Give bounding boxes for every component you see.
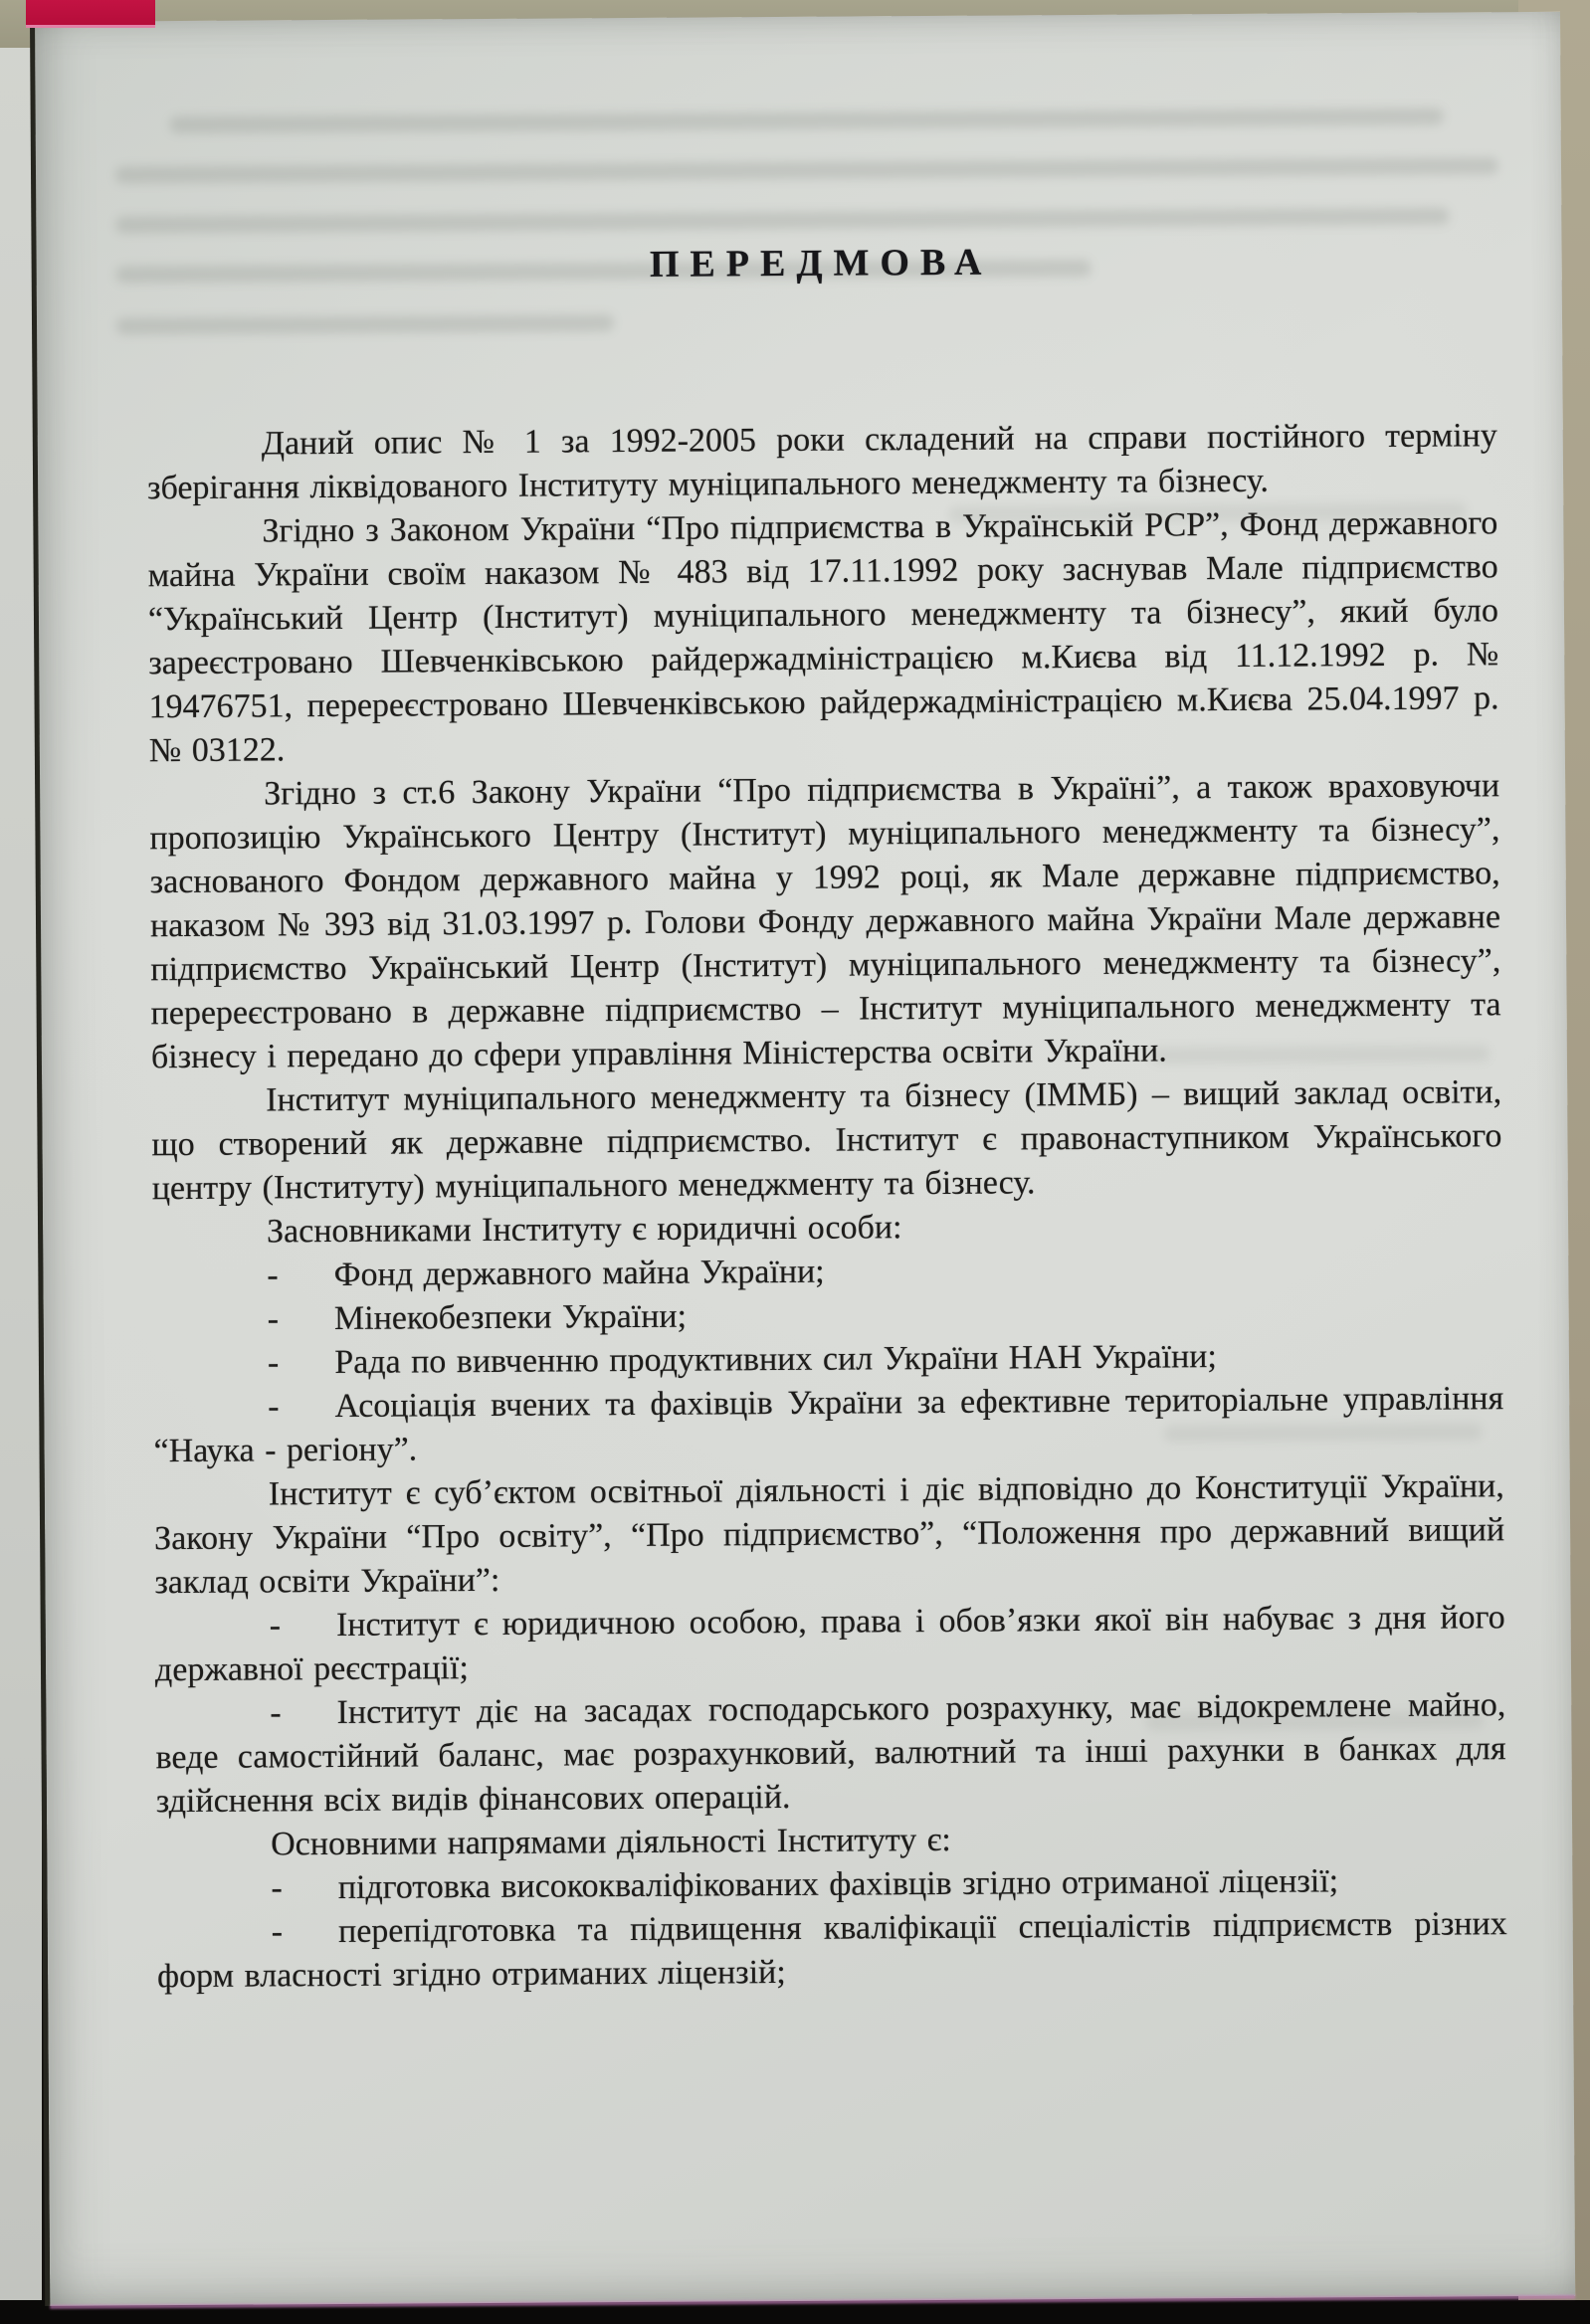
list-item-legal bbox=[155, 1596, 1506, 1692]
red-bookmark-tab bbox=[26, 0, 155, 28]
paragraph-description: Даний опис № 1 за 1992-2005 роки складений на справи постійного терміну зберігання ліквідованого Інституту муніципального менеджменту та бізнесу. bbox=[146, 417, 1497, 507]
paragraph-legal-basis: Інститут є суб’єктом освітньої діяльності і діє відповідно до Конституції України, Закону України “Про освіту”, “Про підприємство”, “Положення про державний вищий заклад освіти України”: bbox=[153, 1467, 1505, 1602]
list-item-text: Рада по вивченню продуктивних сил України НАН України; bbox=[334, 1338, 1217, 1381]
list-dash-marker: - bbox=[267, 1257, 279, 1294]
paragraph-reregistration: Згідно з ст.6 Закону України “Про підприємства в Україні”, а також враховуючи пропозицію Українського Центру (Інститут) муніципального менеджменту та бізнесу”, заснованого Фондом державного майна у 1992 році, як Мале державне підприємство, наказом № 393 від 31.03.1997 р. Голови Фонду державного майна України Мале державне підприємство Український Центр (Інститут) муніципального менеджменту та бізнесу”, перереєстровано в державне підприємство – Інститут муніципального менеджменту та бізнесу і передано до сфери управління Міністерства освіти України. bbox=[149, 767, 1501, 1076]
document-page bbox=[30, 12, 1575, 2306]
list-item-text: Асоціація вчених та фахівців України за ефективне територіальне управління “Наука - регіону”. bbox=[153, 1380, 1504, 1470]
list-item-legal bbox=[155, 1683, 1506, 1824]
paragraph-institute-status: Інститут муніципального менеджменту та бізнесу (ІММБ) – вищий заклад освіти, що створений як державне підприємство. Інститут є правонаступником Українського центру (Інституту) муніципального менеджменту та бізнесу. bbox=[151, 1073, 1502, 1208]
list-item-founder bbox=[153, 1377, 1504, 1473]
list-item-text: Інститут діє на засадах господарського розрахунку, має відокремлене майно, веде самостійний баланс, має розрахунковий, валютний та інші рахунки в банках для здійснення всіх видів фінансових операцій. bbox=[155, 1686, 1506, 1821]
list-item-text: підготовка висококваліфікованих фахівців згідно отриманої ліцензії; bbox=[337, 1862, 1339, 1906]
paragraph-founding-order: Згідно з Законом України “Про підприємства в Українській РСР”, Фонд державного майна України своїм наказом № 483 від 17.11.1992 року заснував Мале підприємство “Український Центр (Інститут) муніципального менеджменту та бізнесу”, який було зареєстровано Шевченківською райдержадміністрацією м.Києва від 11.12.1992 р. № 19476751, перереєстровано Шевченківською райдержадміністрацією м.Києва 25.04.1997 р. № 03122. bbox=[147, 504, 1499, 770]
list-dash-marker: - bbox=[267, 1344, 280, 1382]
list-item-activity bbox=[157, 1902, 1508, 1999]
page-content bbox=[35, 12, 1575, 2306]
list-dash-marker: - bbox=[269, 1607, 282, 1645]
list-dash-marker: - bbox=[271, 1869, 283, 1907]
list-item-text: Інститут є юридичною особою, права і обов’язки якої він набуває з дня його державної реєстрації; bbox=[154, 1599, 1505, 1689]
document-title: ПЕРЕДМОВА bbox=[649, 241, 993, 286]
list-item-text: Мінекобезпеки України; bbox=[333, 1297, 688, 1337]
list-dash-marker: - bbox=[268, 1388, 280, 1426]
list-dash-marker: - bbox=[267, 1300, 280, 1338]
paragraph-activities-heading: Основними напрямами діяльності Інституту є: bbox=[271, 1821, 951, 1863]
paragraph-founders-heading: Засновниками Інституту є юридичні особи: bbox=[266, 1209, 902, 1251]
list-dash-marker: - bbox=[270, 1694, 282, 1732]
list-item-text: Фонд державного майна України; bbox=[333, 1253, 825, 1293]
list-dash-marker: - bbox=[271, 1913, 284, 1951]
list-item-text: перепідготовка та підвищення кваліфікації спеціалістів підприємств різних форм власності згідно отриманих ліцензій; bbox=[156, 1905, 1507, 1996]
